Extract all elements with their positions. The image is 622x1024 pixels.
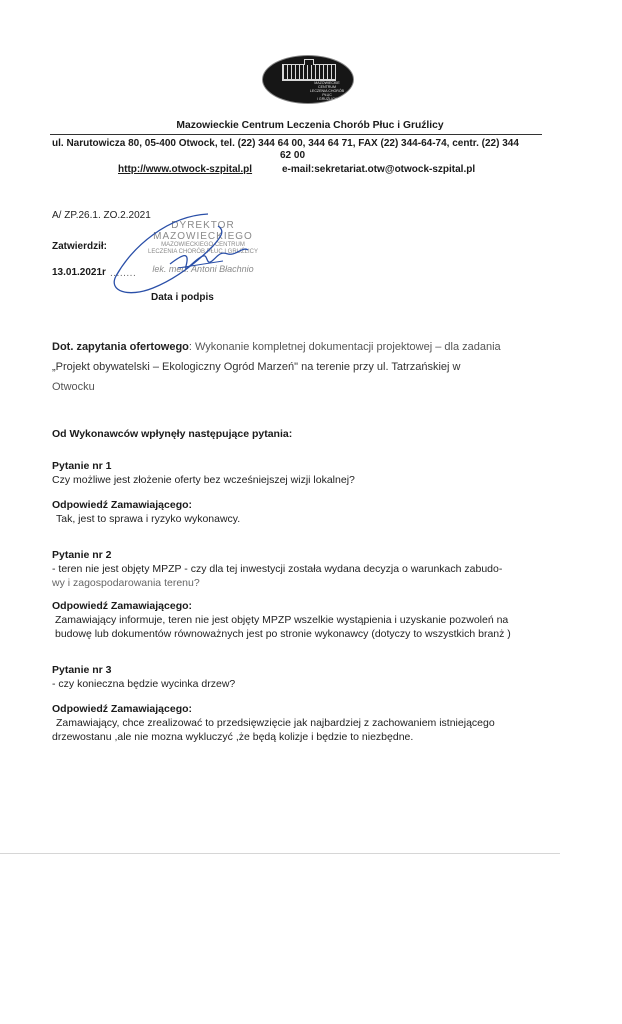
reference-number: A/ ZP.26.1. ZO.2.2021 [52,210,151,221]
approval-date: 13.01.2021r [52,267,106,278]
question-2-label: Pytanie nr 2 [52,549,112,561]
stamp-line-2: MAZOWIECKIEGO CENTRUM [161,242,245,248]
website-link[interactable]: http://www.otwock-szpital.pl [118,164,253,175]
signature-dots: ........ [110,268,137,279]
header-divider [50,134,542,135]
answer-3-text [52,716,552,744]
question-3-label: Pytanie nr 3 [52,664,112,676]
answer-3-line-1: Zamawiający, chce zrealizować to przedsięwzięcie jak najbardziej z zachowaniem istniejącego [56,717,495,729]
answer-3-line-2: drzewostanu ,ale nie mozna wykluczyć ,że będą kolizje i będzie to niezbędne. [52,731,414,743]
question-1-text: Czy możliwe jest złożenie oferty bez wcześniejszej wizji lokalnej? [52,474,355,486]
question-1-label: Pytanie nr 1 [52,460,112,472]
question-2-line-1: - teren nie jest objęty MPZP - czy dla tej inwestycji została wydana decyzja o warunkach zabudo- [52,563,503,575]
institution-name: Mazowieckie Centrum Leczenia Chorób Płuc i Gruźlicy [176,120,444,131]
answer-1-label: Odpowiedź Zamawiającego: [52,499,193,511]
building-icon [282,64,336,81]
stamp-line-3: LECZENIA CHORÓB PŁUC I GRUŹLICY [147,249,259,255]
address-line-1: ul. Narutowicza 80, 05-400 Otwock, tel. (22) 344 64 00, 344 64 71, FAX (22) 344-64-74, centr. (22) 344 [52,138,519,149]
subject-label: Dot. zapytania ofertowego [52,341,189,353]
answer-2-label: Odpowiedź Zamawiającego: [52,600,193,612]
question-3-text: - czy konieczna będzie wycinka drzew? [52,678,236,690]
subject-project-name: „Projekt obywatelski – Ekologiczny Ogród Marzeń" [52,361,299,373]
signature-caption: Data i podpis [151,292,214,303]
handwritten-signature [108,206,278,301]
logo-text: MAZOWIECKIE CENTRUM LECZENIA CHORÓB PŁUC I GRUŹLICY [309,81,345,101]
institution-logo [263,56,353,103]
question-2-line-2: wy i zagospodarowania terenu? [52,577,200,589]
scan-edge-line [0,853,560,854]
subject-text-3: na terenie przy ul. Tatrzańskiej w [298,361,461,373]
subject-text-4: Otwocku [52,381,95,393]
stamp-name: lek. med. Antoni Błachnio [152,264,254,274]
answer-2-line-2: budowę lub dokumentów równoważnych jest po stronie wykonawcy (dotyczy to wszystkich branż ) [55,628,511,640]
stamp-title: DYREKTOR MAZOWIECKIEGO [153,220,253,242]
question-2-text [52,562,552,590]
address-line-2: 62 00 [280,150,306,161]
subject-text-1: : Wykonanie kompletnej dokumentacji projektowej – dla zadania [188,341,501,353]
email-address: e-mail:sekretariat.otw@otwock-szpital.pl [282,164,476,175]
answer-2-text [55,613,555,641]
answer-2-line-1: Zamawiający informuje, teren nie jest objęty MPZP wszelkie wystąpienia i uzyskanie pozwoleń na [55,614,509,626]
approved-label: Zatwierdził: [52,241,108,252]
answer-1-text: Tak, jest to sprawa i ryzyko wykonawcy. [56,513,241,525]
subject-paragraph [52,337,552,397]
answer-3-label: Odpowiedź Zamawiającego: [52,703,193,715]
intro-heading: Od Wykonawców wpłynęły następujące pytania: [52,428,293,440]
